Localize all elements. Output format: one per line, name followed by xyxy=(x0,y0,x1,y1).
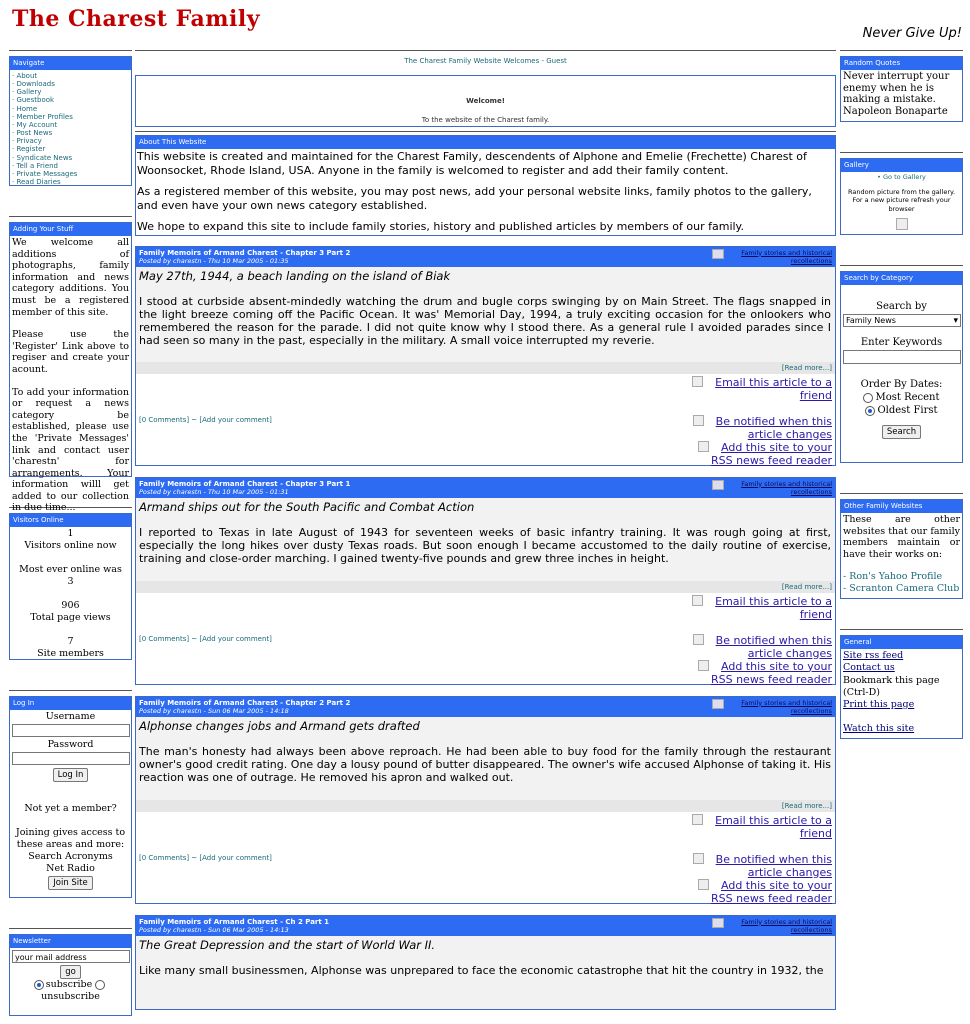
general-title: General xyxy=(841,636,962,649)
nav-item[interactable]: · My Account xyxy=(12,120,58,129)
news-text: The man's honesty had always been above reproach. He had been able to buy food for the family through the restaurant owner's good credit rating. One day a lousy pound of butter disappeared. The owner's wife accused Alphonse of taking it. His reaction was one of outrage. He removed his apron and walked out. xyxy=(139,744,831,784)
go-to-gallery-link[interactable]: • Go to Gallery xyxy=(877,173,926,181)
nav-item[interactable]: · Register xyxy=(12,145,46,154)
news-article xyxy=(135,477,836,685)
news-header xyxy=(136,697,835,717)
oldest-first-radio[interactable] xyxy=(865,406,875,416)
gallery-title: Gallery xyxy=(841,159,962,172)
read-more-link[interactable]: [Read more...] xyxy=(136,362,835,374)
rss-feed-link[interactable]: Site rss feed xyxy=(843,650,904,661)
divider xyxy=(9,216,132,217)
password-input[interactable] xyxy=(12,752,130,765)
news-header xyxy=(136,247,835,267)
visitors-body xyxy=(10,527,131,661)
notify-icon xyxy=(693,634,704,645)
news-body xyxy=(136,717,835,800)
category-select[interactable]: Family News ▾ xyxy=(843,314,961,327)
visitors-online-label: Visitors online now xyxy=(24,540,117,551)
welcome-box xyxy=(135,75,836,127)
divider xyxy=(840,629,963,630)
bookmark-text: Bookmark this page (Ctrl-D) xyxy=(843,674,940,698)
notify-link[interactable]: Be notified when this article changes xyxy=(715,414,832,441)
nav-item[interactable]: · Post News xyxy=(12,129,53,138)
news-category[interactable] xyxy=(712,918,832,934)
about-paragraph: This website is created and maintained for the Charest Family, descendents of Alphone and Emelie (Frechette) Charest of Woonsocket, Rhode Island, USA. Anyone in the family is welcomed to register and add their family content. xyxy=(137,150,807,177)
category-icon xyxy=(712,249,724,259)
nav-item[interactable]: · Syndicate News xyxy=(12,153,73,162)
members-label: Site members xyxy=(37,648,104,659)
other-sites-box xyxy=(840,499,963,599)
read-more-link[interactable]: [Read more...] xyxy=(136,581,835,593)
newsletter-go-button[interactable]: go xyxy=(60,965,81,979)
navigate-title: Navigate xyxy=(10,57,131,70)
news-footer xyxy=(136,812,835,903)
members-count: 7 xyxy=(67,636,74,647)
news-list xyxy=(135,246,836,1010)
divider xyxy=(840,493,963,494)
password-label: Password xyxy=(47,739,94,750)
news-body xyxy=(136,267,835,362)
area-item: Net Radio xyxy=(46,863,95,874)
news-header xyxy=(136,916,835,936)
email-article-link[interactable]: Email this article to a friend xyxy=(715,594,832,621)
nav-item[interactable]: · Downloads xyxy=(12,80,55,89)
notify-icon xyxy=(693,415,704,426)
visitors-title: Visitors Online xyxy=(10,514,131,527)
about-title: About This Website xyxy=(136,136,835,149)
site-slogan: Never Give Up! xyxy=(862,26,962,41)
login-body xyxy=(10,710,131,891)
newsletter-body xyxy=(10,948,131,1004)
read-more-link[interactable]: [Read more...] xyxy=(136,800,835,812)
rss-icon xyxy=(698,660,709,671)
news-header xyxy=(136,478,835,498)
login-title: Log In xyxy=(10,697,131,710)
rss-add-link[interactable]: Add this site to your RSS news feed reader xyxy=(710,878,832,905)
other-sites-title: Other Family Websites xyxy=(841,500,962,513)
email-icon xyxy=(692,814,703,825)
nav-item[interactable]: · Read Diaries xyxy=(12,178,61,187)
search-by-label: Search by xyxy=(876,301,927,312)
right-column xyxy=(840,50,963,743)
news-subtitle: The Great Depression and the start of World War II. xyxy=(139,937,436,952)
news-subtitle: Armand ships out for the South Pacific and Combat Action xyxy=(139,499,475,514)
most-recent-label: Most Recent xyxy=(875,392,940,403)
rss-icon xyxy=(698,441,709,452)
username-label: Username xyxy=(45,711,96,722)
divider xyxy=(9,928,132,929)
oldest-first-label: Oldest First xyxy=(877,405,938,416)
about-paragraph: As a registered member of this website, you may post news, add your personal website links, family photos to the gallery, and even have your own news category established. xyxy=(137,185,812,212)
username-input[interactable] xyxy=(12,724,130,737)
area-item: Search Acronyms xyxy=(28,851,113,862)
notify-icon xyxy=(693,853,704,864)
news-article xyxy=(135,915,836,1010)
category-icon xyxy=(712,699,724,709)
email-article-link[interactable]: Email this article to a friend xyxy=(715,813,832,840)
notify-link[interactable]: Be notified when this article changes xyxy=(715,633,832,660)
page-views-count: 906 xyxy=(61,600,80,611)
order-label: Order By Dates: xyxy=(860,379,943,390)
category-link[interactable]: Family stories and historical recollections xyxy=(741,479,832,496)
news-posted: Posted by charestn - Thu 10 Mar 2005 - 01:35 xyxy=(139,256,289,265)
subscribe-radio[interactable] xyxy=(34,980,44,990)
visitors-most-count: 3 xyxy=(67,576,74,587)
divider xyxy=(9,50,132,51)
gallery-box xyxy=(840,158,963,235)
search-button[interactable]: Search xyxy=(882,425,921,439)
login-button[interactable]: Log In xyxy=(53,768,89,782)
navigate-box xyxy=(9,56,132,186)
nav-item[interactable]: · Home xyxy=(12,104,38,113)
news-title[interactable]: Family Memoirs of Armand Charest - Chapter 3 Part 2 xyxy=(139,248,351,257)
news-title[interactable]: Family Memoirs of Armand Charest - Chapter 3 Part 1 xyxy=(139,479,351,488)
welcome-subtext: To the website of the Charest family. xyxy=(421,116,550,124)
divider xyxy=(840,50,963,51)
quotes-box xyxy=(840,56,963,122)
nav-item[interactable]: · Member Profiles xyxy=(12,112,73,121)
news-posted: Posted by charestn - Thu 10 Mar 2005 - 01:31 xyxy=(139,487,289,496)
news-text: I stood at curbside absent-mindedly watching the drum and bugle corps swinging by on Main Street. The flags snapped in the light breeze coming off the Pacific Ocean. It was' Memorial Day, 1994, a truly exciting occasion for the onlookers who remembered the reason for the parade. I did not quite know why I stood there. As a general rule I avoided parades since I had seen so many in the past, especially in the military. A small voice interrupted my reverie. xyxy=(139,294,831,347)
keywords-input[interactable] xyxy=(843,350,961,364)
visitors-online-count: 1 xyxy=(67,528,74,539)
welcome-heading: Welcome! xyxy=(466,97,505,105)
news-footer xyxy=(136,593,835,684)
email-icon xyxy=(692,376,703,387)
other-site-link[interactable]: - Scranton Camera Club xyxy=(843,582,960,594)
news-category[interactable] xyxy=(712,699,832,715)
main-column xyxy=(135,50,836,1021)
watch-site-link[interactable]: Watch this site xyxy=(843,723,915,735)
news-posted: Posted by charestn - Sun 06 Mar 2005 - 14:13 xyxy=(139,925,289,934)
divider xyxy=(9,690,132,691)
comments-link[interactable]: [0 Comments] ~ [Add your comment] xyxy=(139,415,272,424)
visitors-box xyxy=(9,513,132,660)
newsletter-box xyxy=(9,934,132,1016)
category-link[interactable]: Family stories and historical recollections xyxy=(741,917,832,934)
search-box xyxy=(840,271,963,463)
page-views-label: Total page views xyxy=(30,612,111,623)
news-footer xyxy=(136,374,835,465)
category-link[interactable]: Family stories and historical recollections xyxy=(741,248,832,265)
email-icon xyxy=(692,595,703,606)
news-article xyxy=(135,696,836,904)
adding-stuff-body xyxy=(10,236,131,515)
news-category[interactable] xyxy=(712,249,832,265)
newsletter-title: Newsletter xyxy=(10,935,131,948)
comments-link[interactable]: [0 Comments] ~ [Add your comment] xyxy=(139,634,272,643)
adding-p1: We welcome all additions of photographs, family information and news category additions. You must be a registered member of this site. xyxy=(12,237,129,318)
adding-p3: To add your information or request a news category be established, please use the 'Private Messages' link and contact user 'charestn' for arrangements. Your information willl get added to our collection in due time... xyxy=(12,386,129,514)
news-body xyxy=(136,498,835,581)
email-article-link[interactable]: Email this article to a friend xyxy=(715,375,832,402)
news-text: I reported to Texas in late August of 1943 for seventeen weeks of basic infantry training. It was rough going at first, especially the long hikes over dusty Texas roads. But soon enough I became accustomed to the daily routine of exercise, training and close-order marching. I gained twenty-five pounds and grew three inches in height. xyxy=(139,525,831,565)
nav-item[interactable]: · About xyxy=(12,72,38,80)
visitors-most-label: Most ever online was xyxy=(19,564,122,575)
rss-icon xyxy=(698,879,709,890)
left-column xyxy=(9,50,132,1020)
general-body xyxy=(841,649,962,737)
gallery-image[interactable] xyxy=(896,218,908,230)
news-title[interactable]: Family Memoirs of Armand Charest - Ch 2 Part 1 xyxy=(139,917,330,926)
news-article xyxy=(135,246,836,466)
other-sites-text: These are other websites that our family members maintain or have their works on: xyxy=(843,514,960,560)
welcome-banner: The Charest Family Website Welcomes - Guest xyxy=(404,57,567,65)
nav-item[interactable]: · Privacy xyxy=(12,137,42,146)
article-links xyxy=(692,595,832,686)
general-box xyxy=(840,635,963,739)
article-links xyxy=(692,814,832,905)
unsubscribe-radio[interactable] xyxy=(95,980,105,990)
most-recent-radio[interactable] xyxy=(863,393,873,403)
join-site-button[interactable]: Join Site xyxy=(48,876,92,890)
nav-item[interactable]: · Guestbook xyxy=(12,96,55,105)
other-site-link[interactable]: - Ron's Yahoo Profile xyxy=(843,571,943,583)
quotes-title: Random Quotes xyxy=(841,57,962,70)
category-icon xyxy=(712,918,724,928)
notify-link[interactable]: Be notified when this article changes xyxy=(715,852,832,879)
divider xyxy=(840,265,963,266)
adding-stuff-box xyxy=(9,222,132,514)
about-paragraph: We hope to expand this site to include family stories, history and published articles by members of our family. xyxy=(137,220,744,233)
unsubscribe-label: unsubscribe xyxy=(41,991,100,1002)
news-category[interactable] xyxy=(712,480,832,496)
rss-add-link[interactable]: Add this site to your RSS news feed reader xyxy=(710,659,832,686)
nav-item[interactable]: · Gallery xyxy=(12,88,42,97)
navigate-list xyxy=(10,70,131,188)
about-body xyxy=(136,149,835,235)
adding-stuff-title: Adding Your Stuff xyxy=(10,223,131,236)
rss-add-link[interactable]: Add this site to your RSS news feed reader xyxy=(710,440,832,467)
keywords-label: Enter Keywords xyxy=(860,337,943,348)
search-title: Search by Category xyxy=(841,272,962,285)
nav-item[interactable]: · Tell a Friend xyxy=(12,161,58,170)
login-box xyxy=(9,696,132,898)
article-links xyxy=(692,376,832,467)
news-posted: Posted by charestn - Sun 06 Mar 2005 - 14:18 xyxy=(139,706,289,715)
adding-p2: Please use the 'Register' Link above to regiser and create your acount. xyxy=(12,329,129,375)
newsletter-email-input[interactable]: your mail address xyxy=(12,950,130,963)
nav-item[interactable]: · Private Messages xyxy=(12,169,78,178)
print-link[interactable]: Print this page xyxy=(843,699,915,711)
news-subtitle: May 27th, 1944, a beach landing on the island of Biak xyxy=(139,268,451,283)
comments-link[interactable]: [0 Comments] ~ [Add your comment] xyxy=(139,853,272,862)
divider xyxy=(840,152,963,153)
subscribe-label: subscribe xyxy=(45,979,93,990)
category-link[interactable]: Family stories and historical recollections xyxy=(741,698,832,715)
quote-text: Never interrupt your enemy when he is making a mistake. Napoleon Bonaparte xyxy=(843,71,950,117)
news-subtitle: Alphonse changes jobs and Armand gets drafted xyxy=(139,718,420,733)
gallery-text: Random picture from the gallery. For a new picture refresh your browser xyxy=(847,187,956,213)
news-title[interactable]: Family Memoirs of Armand Charest - Chapter 2 Part 2 xyxy=(139,698,351,707)
news-body xyxy=(136,936,835,1009)
news-text: Like many small businessmen, Alphonse was unprepared to face the economic catastrophe that hit the country in 1932, the xyxy=(139,963,824,977)
about-box xyxy=(135,135,836,236)
not-member-text: Not yet a member? xyxy=(24,803,117,814)
search-body xyxy=(841,285,962,440)
contact-link[interactable]: Contact us xyxy=(843,662,895,674)
divider xyxy=(135,131,836,132)
category-icon xyxy=(712,480,724,490)
site-title[interactable]: The Charest Family xyxy=(12,6,261,32)
joining-text: Joining gives access to these areas and more: xyxy=(15,827,126,850)
